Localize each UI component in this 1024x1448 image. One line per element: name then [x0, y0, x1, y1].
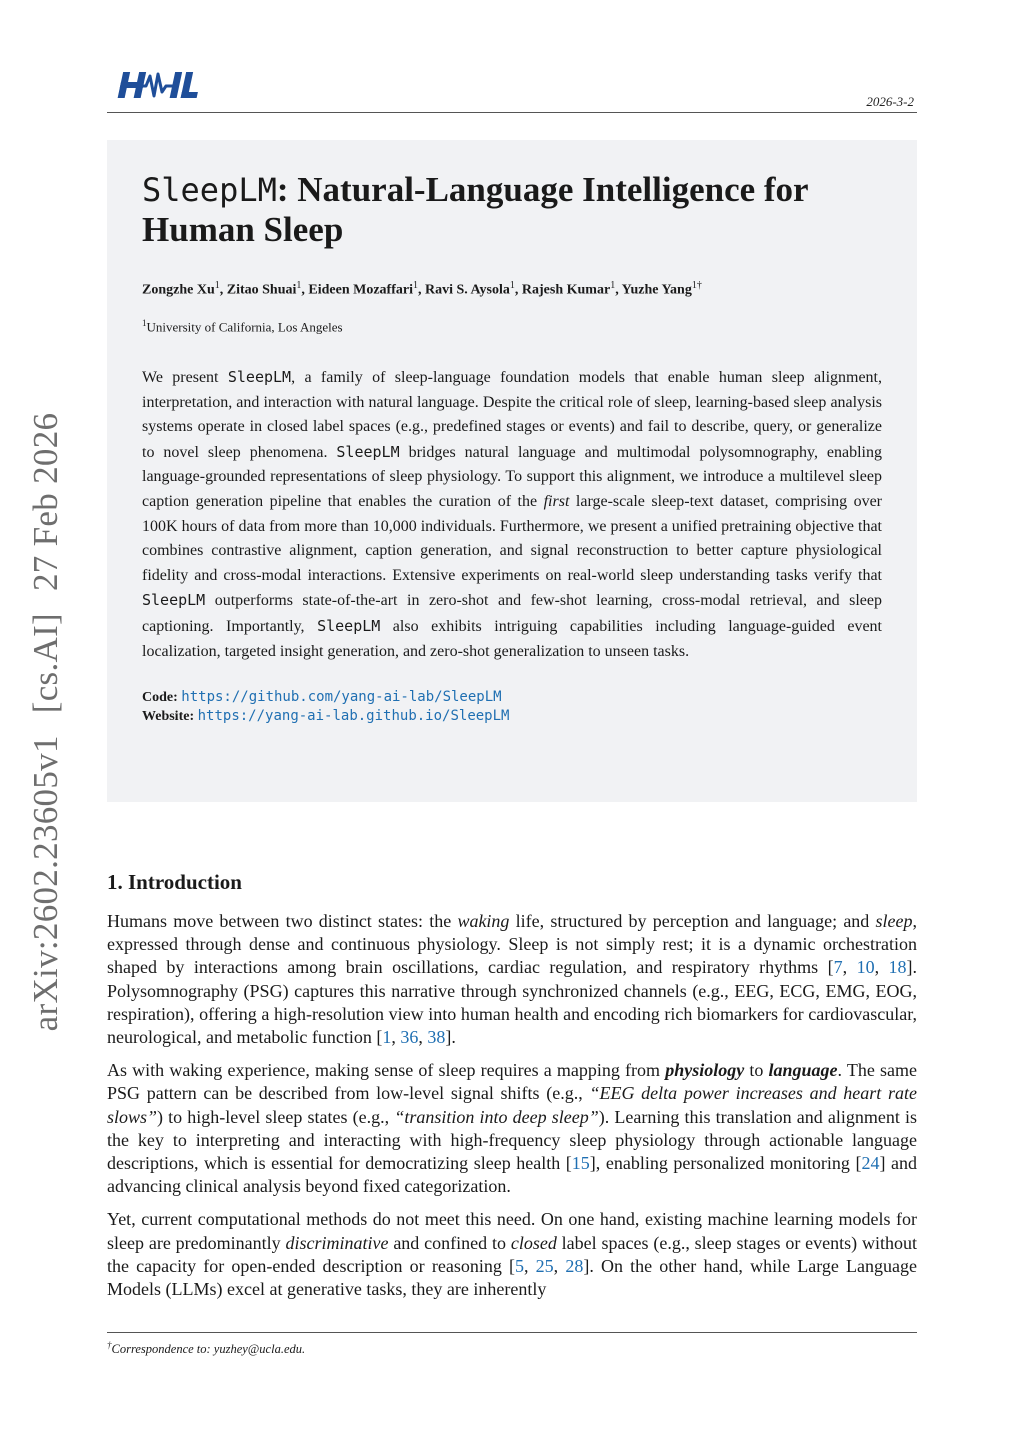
arxiv-stamp: [26, 413, 66, 1032]
introduction-body: [107, 910, 917, 1311]
text-span: ], enabling personalized monitoring [: [589, 1153, 862, 1174]
text-span: ].: [445, 1027, 456, 1048]
website-label: Website:: [142, 709, 195, 725]
abstract-span: We present: [142, 368, 228, 386]
footnote: [107, 1340, 305, 1357]
paper-title: [142, 170, 882, 250]
text-span: . The same PSG pattern can be described from low-level signal shifts (e.g.,: [107, 1060, 917, 1104]
arxiv-date: 27 Feb 2026: [26, 412, 65, 591]
author: Ravi S. Aysola: [424, 282, 510, 298]
affiliation-text: University of California, Los Angeles: [146, 318, 343, 334]
text-span: Humans move between two distinct states: the: [107, 911, 458, 931]
text-span: ). Learning this translation and alignment is the key to interpreting and interacting with high-frequency sleep physiology through actionable language descriptions, which is essential for democratizing sleep health [: [107, 1106, 918, 1174]
author-mark: 1: [509, 280, 515, 291]
emphasis: discriminative: [285, 1232, 389, 1253]
abstract-span: large-scale sleep-text dataset, comprising over 100K hours of data from more than 10,000 individuals. Furthermore, we present a unified pretraining objective that combines contrastive alignment, caption generation, and signal reconstruction to better capture physiological fidelity and cross-modal interactions. Extensive experiments on real-world sleep understanding tasks verify that: [142, 492, 883, 584]
author-list: Zongzhe Xu$^1$, Zitao Shuai$^1$, Eideen Mozaffari$^1$, Ravi S. Aysola$^1$, Rajesh Kumar$^1$, Yuzhe Yang$^{1\dagger}$: [142, 280, 702, 298]
quoted-example: “EEG delta power increases and heart rate slows”: [107, 1083, 917, 1127]
text-span: ,: [842, 957, 857, 978]
author: Eideen Mozaffari: [308, 282, 413, 298]
author: Zitao Shuai: [226, 282, 297, 298]
header-rule: [107, 112, 917, 113]
text-span: ,: [523, 1255, 536, 1276]
author-mark: 1: [412, 280, 418, 291]
footnote-mark: †: [107, 1340, 112, 1350]
header-date: 2026-3-2: [866, 94, 914, 109]
hail-lab-logo: [116, 68, 198, 102]
text-span: Yet, current computational methods do not meet this need. On one hand, existing machine learning models for sleep are predominantly: [107, 1209, 917, 1253]
citation-link[interactable]: 28: [565, 1255, 584, 1276]
text-span: ,: [418, 1027, 428, 1048]
citation-link[interactable]: 1: [382, 1027, 392, 1048]
title-line-2: Human Sleep: [142, 210, 344, 249]
author: Yuzhe Yang: [621, 282, 692, 298]
text-span: As with waking experience, making sense of sleep requires a mapping from: [107, 1060, 666, 1081]
text-span: ]. On the other hand, while Large Language Models (LLMs) excel at generative tasks, they are inherently: [107, 1255, 918, 1300]
intro-paragraph-3: [107, 1208, 917, 1301]
website-link[interactable]: https://yang-ai-lab.github.io/SleepLM: [197, 708, 510, 725]
text-span: to: [744, 1060, 769, 1081]
strong-emphasis: physiology: [665, 1060, 745, 1081]
text-span: ]. Polysomnography (PSG) captures this narrative through synchronized channels (e.g., EEG, ECG, EMG, EOG, respiration), offering a high-resolution view into human health and encoding rich biomarkers for cardiovascular, neurological, and metabolic function [: [107, 957, 917, 1048]
title-model-name: SleepLM: [142, 171, 277, 209]
affiliation-mark: 1: [142, 317, 147, 328]
citation-link[interactable]: 24: [861, 1153, 880, 1174]
citation-link[interactable]: 5: [514, 1255, 524, 1276]
author-mark: 1: [610, 280, 616, 291]
intro-paragraph-1: [107, 910, 917, 1049]
footnote-rule: [107, 1332, 917, 1333]
author-mark: 1: [296, 280, 302, 291]
text-span: label spaces (e.g., sleep stages or events) without the capacity for open-ended description or reasoning [: [107, 1232, 918, 1276]
text-span: life, structured by perception and language; and: [509, 911, 876, 931]
abstract-span: outperforms state-of-the-art in zero-shot and few-shot learning, cross-modal retrieval, and sleep captioning. Importantly,: [142, 592, 882, 635]
citation-link[interactable]: 38: [427, 1027, 446, 1048]
code-link[interactable]: https://github.com/yang-ai-lab/SleepLM: [181, 689, 502, 706]
abstract-span: bridges natural language and multimodal polysomnography, enabling language-grounded representations of sleep physiology. To support this alignment, we introduce a multilevel sleep caption generation pipeline that enables the curation of the: [142, 443, 882, 510]
resource-links: [142, 688, 882, 726]
model-name: SleepLM: [142, 591, 206, 610]
title-line-1: : Natural-Language Intelligence for: [276, 170, 809, 209]
arxiv-id: arXiv:2602.23605v1: [26, 735, 65, 1032]
model-name: SleepLM: [336, 442, 400, 461]
citation-link[interactable]: 18: [888, 957, 907, 978]
text-span: ,: [391, 1027, 401, 1048]
arxiv-category: [cs.AI]: [26, 612, 65, 714]
citation-link[interactable]: 15: [571, 1153, 590, 1174]
text-span: and confined to: [388, 1232, 511, 1253]
citation-link[interactable]: 36: [400, 1027, 419, 1048]
abstract-box: [107, 140, 917, 802]
text-span: , expressed through dense and continuous physiology. Sleep is not simply rest; it is a dynamic orchestration shaped by interactions among brain oscillations, cardiac regulation, and respiratory rhythms [: [107, 911, 918, 978]
author: Zongzhe Xu: [142, 282, 215, 298]
emphasis: sleep: [875, 911, 913, 931]
logo-text: HAIL: [116, 68, 119, 69]
citation-link[interactable]: 25: [535, 1255, 554, 1276]
abstract-span: also exhibits intriguing capabilities including language-guided event localization, targeted insight generation, and zero-shot generalization to unseen tasks.: [142, 617, 882, 660]
text-span: ] and advancing clinical analysis beyond fixed categorization.: [107, 1153, 917, 1197]
citation-link[interactable]: 7: [833, 957, 843, 978]
abstract-span: , a family of sleep-language foundation models that enable human sleep alignment, interpretation, and interaction with natural language. Despite the critical role of sleep, learning-based sleep analysis systems operate in closed label spaces (e.g., predefined stages or events) and fail to describe, query, or generalize to novel sleep phenomena.: [142, 368, 883, 461]
emphasis: closed: [510, 1232, 557, 1253]
text-span: ,: [874, 957, 889, 978]
text-span: ,: [553, 1255, 566, 1276]
strong-emphasis: language: [768, 1060, 838, 1081]
abstract-text: [142, 365, 882, 664]
code-label: Code:: [142, 690, 178, 706]
author: Rajesh Kumar: [521, 282, 611, 298]
intro-paragraph-2: [107, 1059, 917, 1198]
author-mark: 1†: [691, 280, 702, 291]
quoted-example: “transition into deep sleep”: [394, 1106, 599, 1127]
citation-link[interactable]: 10: [856, 957, 875, 978]
model-name: SleepLM: [227, 367, 292, 386]
affiliation: [142, 318, 882, 335]
emphasis: waking: [457, 911, 510, 931]
section-heading-introduction: 1. Introduction: [107, 870, 242, 894]
abstract-emphasis: first: [543, 492, 570, 510]
author-mark: 1: [214, 280, 220, 291]
footnote-text: Correspondence to: yuzhey@ucla.edu.: [111, 1342, 306, 1357]
model-name: SleepLM: [317, 616, 381, 635]
text-span: ) to high-level sleep states (e.g.,: [157, 1106, 395, 1127]
